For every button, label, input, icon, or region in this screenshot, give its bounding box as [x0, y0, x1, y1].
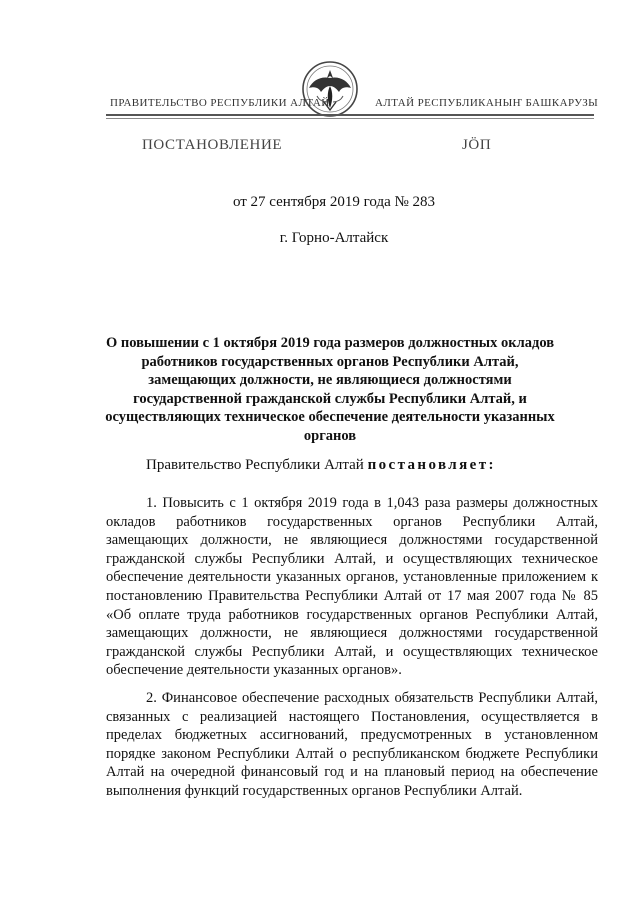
header-divider-thin	[106, 118, 594, 119]
city: г. Горно-Алтайск	[279, 230, 389, 246]
coat-of-arms-icon	[297, 58, 363, 120]
header-left-title: ПРАВИТЕЛЬСТВО РЕСПУБЛИКИ АЛТАЙ	[110, 97, 330, 109]
header-right-title: АЛТАЙ РЕСПУБЛИКАНЫҤ БАШКАРУЗЫ	[375, 97, 599, 109]
header-divider	[106, 114, 594, 116]
preamble	[146, 457, 496, 474]
date-number: от 27 сентября 2019 года № 283	[232, 194, 436, 210]
doc-type-altai: ЈӦП	[462, 137, 492, 153]
paragraph-1: 1. Повысить с 1 октября 2019 года в 1,043 раза размеры должностных окладов работников государственных органов Республики Алтай, замещающих должности, не являющиеся должностями государственной гражданской службы Республики Алтай, и осуществляющих техническое обеспечение деятельности указанных органов, установленные приложением к постановлению Правительства Республики Алтай от 17 мая 2007 года № 85 «Об оплате труда работников государственных органов Республики Алтай, замещающих должности, не являющиеся должностями государственной гражданской службы Республики Алтай, и осуществляющих техническое обеспечение деятельности указанных органов».	[106, 495, 598, 679]
document-title: О повышении с 1 октября 2019 года размеров должностных окладов работников государственных органов Республики Алтай, замещающих должности, не являющиеся должностями государственной гражданской службы Республики Алтай, и осуществляющих техническое обеспечение деятельности указанных органов	[105, 335, 555, 444]
preamble-verb: постановляет:	[367, 457, 496, 473]
paragraph-2: 2. Финансовое обеспечение расходных обязательств Республики Алтай, связанных с реализацией настоящего Постановления, осуществляется в пределах бюджетных ассигнований, предусмотренных в установленном порядке законом Республики Алтай о республиканском бюджете Республики Алтай на очередной финансовый год и на плановый период на обеспечение выполнения функций государственных органов Республики Алтай.	[106, 690, 598, 799]
doc-type-russian: ПОСТАНОВЛЕНИЕ	[142, 137, 283, 153]
preamble-subject: Правительство Республики Алтай	[146, 457, 364, 473]
